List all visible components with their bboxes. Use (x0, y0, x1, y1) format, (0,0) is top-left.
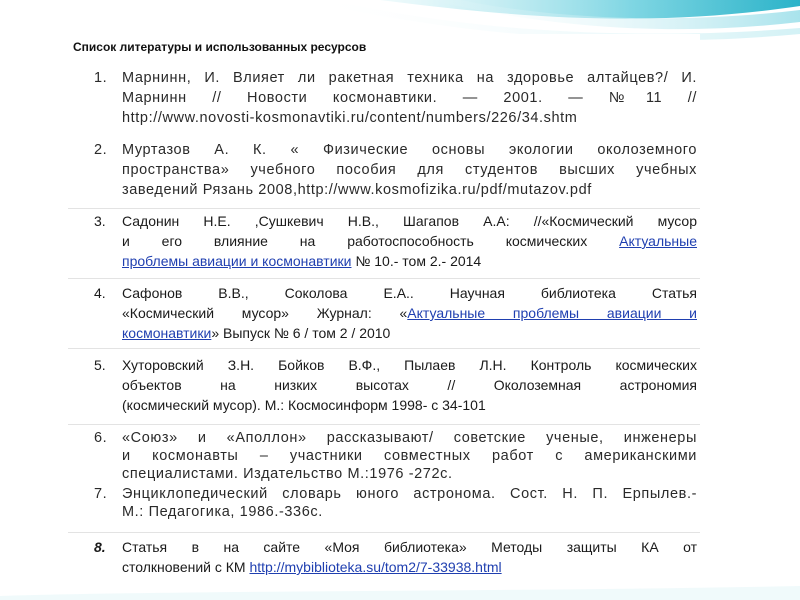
reference-list-page (68, 34, 700, 578)
scan-block-2 (68, 208, 700, 275)
reference-line: Статья в на сайте «Моя библиотека» Методы защиты КА от (122, 539, 697, 555)
reference-text: » Выпуск № 6 / том 2 / 2010 (211, 325, 391, 341)
reference-line: Сафонов В.В., Соколова Е.А.. Научная библиотека Статья (122, 285, 697, 301)
scan-block-6 (68, 532, 700, 578)
reference-number: 8. (94, 539, 106, 555)
journal-link[interactable]: проблемы авиации и космонавтики (122, 253, 352, 269)
reference-number: 2. (94, 142, 108, 158)
reference-item-3 (68, 211, 700, 271)
reference-number: 6. (94, 430, 108, 446)
reference-text: «Космический мусор» Журнал: « (122, 305, 408, 321)
scan-block-3 (68, 278, 700, 343)
journal-link[interactable]: космонавтики (122, 325, 212, 341)
reference-line: Марнинн // Новости космонавтики. — 2001. — №11 // (122, 90, 697, 106)
reference-number: 4. (94, 285, 106, 301)
reference-line: и космонавты – участники совместных работ с американскими (122, 448, 697, 464)
reference-item-4 (68, 283, 700, 343)
reference-item-1 (68, 68, 700, 128)
reference-item-6 (68, 429, 700, 483)
reference-line: Садонин Н.Е. ,Сушкевич Н.В., Шагапов А.А: //«Космический мусор (122, 213, 697, 229)
journal-link[interactable]: Актуальные проблемы авиации и (407, 305, 697, 321)
reference-line: Хуторовский З.Н. Бойков В.Ф., Пылаев Л.Н. Контроль космических (122, 357, 697, 373)
reference-line: М.: Педагогика, 1986.-336с. (122, 504, 323, 520)
scan-block-1 (68, 34, 700, 202)
reference-item-5 (68, 355, 700, 415)
reference-number: 3. (94, 213, 106, 229)
reference-text: № 10.- том 2.- 2014 (351, 253, 482, 269)
reference-item-7 (68, 485, 700, 521)
reference-line: «Союз» и «Аполлон» рассказывают/ советские ученые, инженеры (122, 430, 697, 446)
reference-number: 5. (94, 357, 106, 373)
reference-item-8 (68, 537, 700, 577)
reference-line: объектов на низких высотах // Околоземная астрономия (122, 377, 697, 393)
reference-item-2 (68, 140, 700, 200)
reference-line: пространства» учебного пособия для студентов высших учебных (122, 162, 697, 178)
scan-block-5 (68, 424, 700, 525)
reference-line: (космический мусор). М.: Космосинформ 1998- с 34-101 (122, 397, 486, 413)
page-title: Список литературы и использованных ресурсов (73, 40, 367, 54)
website-link[interactable]: http://mybiblioteka.su/tom2/7-33938.html (249, 559, 502, 575)
journal-link[interactable]: Актуальные (619, 233, 697, 249)
reference-line: Энциклопедический словарь юного астронома. Сост. Н. П. Ерпылев.- (122, 486, 697, 502)
reference-text: столкновений с КМ (122, 559, 250, 575)
reference-line: заведений Рязань 2008,http://www.kosmofizika.ru/pdf/mutazov.pdf (122, 182, 592, 198)
reference-line: Муртазов А. К. « Физические основы экологии околоземного (122, 142, 697, 158)
reference-number: 1. (94, 70, 108, 86)
scan-block-4 (68, 348, 700, 417)
reference-text: и его влияние на работоспособность космических (122, 233, 620, 249)
reference-line: http://www.novosti-kosmonavtiki.ru/content/numbers/226/34.shtm (122, 110, 578, 126)
reference-line: Марнинн, И. Влияет ли ракетная техника на здоровье алтайцев?/ И. (122, 70, 697, 86)
reference-line: специалистами. Издательство М.:1976 -272с. (122, 466, 453, 482)
reference-number: 7. (94, 486, 108, 502)
